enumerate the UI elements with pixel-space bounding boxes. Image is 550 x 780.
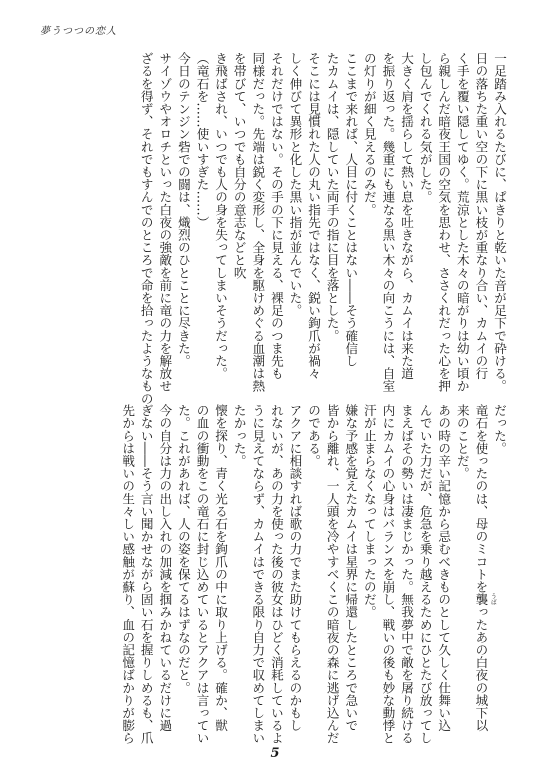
ruby-annotation: うば [489, 593, 497, 605]
text-line: 一足踏み入れるたびに、ぱきりと乾いた音が足下で砕ける。 [492, 52, 507, 393]
text-line: ら親しんだ暗夜王国の空気を思わせ、ささくれだった心を押 [436, 52, 452, 393]
text-line: （竜石を……使いすぎた……） [194, 52, 210, 229]
text-line: 内にカムイの心身はバランスを崩し、戦いの後も妙な動悸と [380, 404, 396, 745]
text-line: のである。 [306, 404, 322, 467]
ruby-base: 襲 うば [473, 593, 497, 606]
page-number: 5 [270, 746, 280, 761]
text-line: アクアに相談すれば歌の力でまた助けてもらえるのかもし [287, 404, 303, 732]
text-line: 先からは戦いの生々しい感触が蘇り、血の記憶ばかりが膨ら [120, 404, 136, 745]
text-line: ざるを得ず、それでもすんでのところで命を拾ったようなもの [138, 52, 154, 405]
text-line: 来のことだ。 [454, 404, 470, 480]
text-line: た。これがあれば、人の姿を保てるはずなのだと。 [175, 404, 191, 694]
text-line: あの時の辛い記憶から忌むべきものとして久しく仕舞い込 [436, 404, 452, 732]
text-line: んでいた力だが、危急を乗り越えるためにひとたび放ってし [417, 404, 433, 745]
running-head: 夢うつつの恋人 [40, 26, 117, 37]
text-line: を振り返った。幾重にも連なる黒い木々の向こうには、自室 [380, 52, 396, 393]
text-line: 同様だった。先端は鋭く変形し、全身を駆けめぐる血潮は熱 [250, 52, 266, 393]
text-line: 竜石を使ったのは、母のミコトを襲 うば ったあの白夜の城下以 [473, 404, 497, 732]
text-line: しく伸びて異形と化した黒い指が並んでいた。 [287, 52, 303, 317]
text-line: ぎない――そう言い聞かせながら固い石を握りしめるも、爪 [138, 404, 154, 745]
text-line: 嫌な予感を覚えたカムイは星界に帰還したところで急いで [343, 404, 359, 732]
text-line: だった。 [492, 404, 507, 455]
text-line: たカムイは、隠していた両手の指に目を落とした。 [324, 52, 340, 342]
text-line: 懐を探り、青く光る石を鉤爪の中に取り上げる。確か、獣 [213, 404, 229, 732]
text-line: れないが、あの力を使った後の彼女はひどく消耗しているよ [268, 404, 284, 745]
text-line: 汗が止まらなくなってしまったのだ。 [361, 404, 377, 619]
text-line: く手を覆い隠してゆく。荒涼とした木々の暗がりは幼い頃か [454, 52, 470, 393]
text-line: そこには見慣れた人の丸い指先ではなく、鋭い鉤爪が禍々 [306, 52, 322, 380]
text-block-lower [118, 404, 508, 745]
text-line: 今日のテンジン砦での闘は、熾烈のひとことに尽きた。 [175, 52, 191, 367]
text-line: し包んでくれる気がした。 [417, 52, 433, 204]
text-line: 皆から離れ、一人頭を冷やすべくこの暗夜の森に逃げ込んだ [324, 404, 340, 745]
text-line: 今の自分は力の出し入れの加減を掴みかねているだけに過 [157, 404, 173, 732]
text-line: 日の落ちた重い空の下に黒い枝が重なり合い、カムイの行 [473, 52, 489, 380]
text-block-upper [136, 52, 508, 405]
text-line: たかった。 [231, 404, 247, 467]
text-line: まえばその勢いは凄まじかった。無我夢中で敵を屠り続ける [399, 404, 415, 745]
text-line: それだけではない。その手の下に見える、裸足のつま先も [268, 52, 284, 380]
text-line: うに見えてならず、カムイはできる限り自力で収めてしまい [250, 404, 266, 745]
text-line: の血の衝動をこの竜石に封じ込めているとアクアは言ってい [194, 404, 210, 745]
text-line: 大きく肩を揺らして熱い息を吐きながら、カムイは来た道 [399, 52, 415, 380]
text-line: ここまで来れば、人目に付くことはない――そう確信し [343, 52, 359, 367]
text-line: き飛ばされ、いつでも人の身を失ってしまいそうだった。 [213, 52, 229, 380]
text-line: サイゾウやオロチといった白夜の強敵を前に竜の力を解放せ [157, 52, 173, 393]
text-line: の灯りが細く見えるのみだ。 [361, 52, 377, 216]
text-line: を帯びて、いつでも自分の意志などと吹 [231, 52, 247, 279]
